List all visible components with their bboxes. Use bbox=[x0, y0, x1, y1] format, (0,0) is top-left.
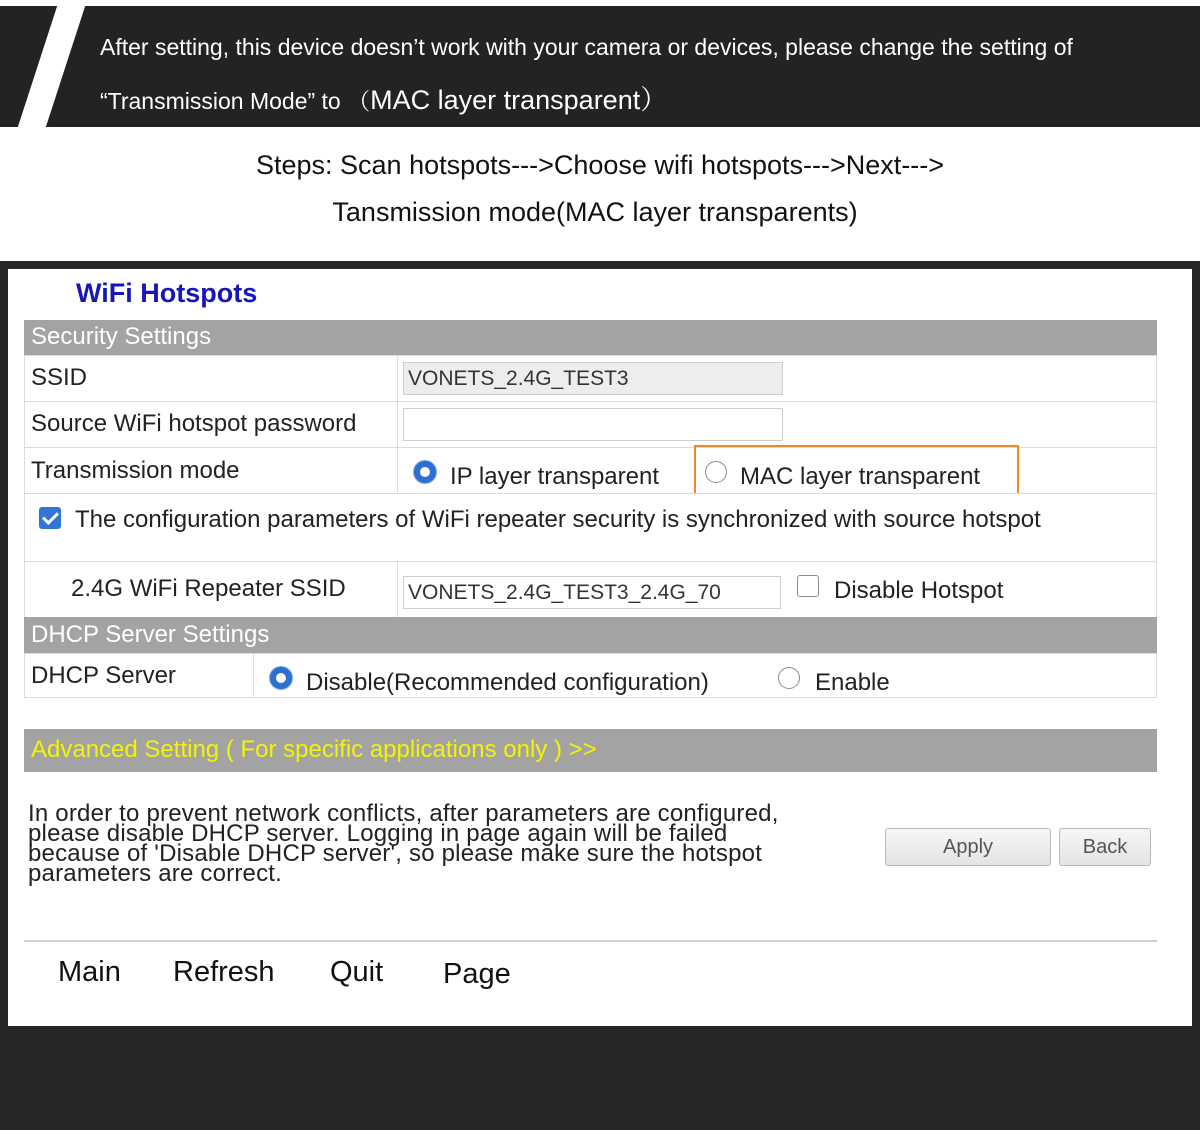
ip-layer-label[interactable]: IP layer transparent bbox=[450, 463, 660, 490]
steps-line2: Tansmission mode(MAC layer transparents) bbox=[332, 197, 858, 227]
ssid-label: SSID bbox=[31, 364, 88, 391]
instruction-banner bbox=[0, 0, 1200, 128]
apply-button[interactable]: Apply bbox=[885, 828, 1051, 866]
nav-main-link[interactable]: Main bbox=[58, 956, 121, 988]
dhcp-disable-radio[interactable] bbox=[270, 667, 292, 689]
sync-row bbox=[24, 493, 1157, 562]
back-button[interactable]: Back bbox=[1059, 828, 1151, 866]
mac-layer-radio[interactable] bbox=[705, 461, 727, 483]
password-label: Source WiFi hotspot password bbox=[31, 410, 357, 437]
disable-hotspot-checkbox[interactable] bbox=[797, 575, 819, 597]
transmission-mode-label: Transmission mode bbox=[31, 457, 240, 484]
dhcp-disable-label[interactable]: Disable(Recommended configuration) bbox=[306, 669, 709, 696]
repeater-ssid-row bbox=[24, 561, 1157, 618]
dhcp-settings-header: DHCP Server Settings bbox=[24, 617, 1157, 654]
banner-text-line1: After setting, this device doesn’t work with your camera or devices, please change the setting of bbox=[100, 34, 1073, 60]
ssid-row bbox=[24, 355, 1157, 402]
ssid-field[interactable]: VONETS_2.4G_TEST3 bbox=[403, 362, 783, 395]
page-title: WiFi Hotspots bbox=[76, 278, 258, 308]
dhcp-server-label: DHCP Server bbox=[31, 662, 176, 689]
sync-label: The configuration parameters of WiFi repeater security is synchronized with source hotspot bbox=[75, 506, 1041, 533]
repeater-ssid-label: 2.4G WiFi Repeater SSID bbox=[71, 575, 346, 602]
security-settings-header: Security Settings bbox=[24, 320, 1157, 356]
dhcp-enable-radio[interactable] bbox=[778, 667, 800, 689]
disable-hotspot-label[interactable]: Disable Hotspot bbox=[834, 577, 1004, 604]
ip-layer-radio[interactable] bbox=[414, 461, 436, 483]
advanced-setting-link[interactable]: Advanced Setting ( For specific applications only ) >> bbox=[24, 729, 1157, 772]
nav-quit-link[interactable]: Quit bbox=[330, 956, 384, 988]
steps-line1: Steps: Scan hotspots--->Choose wifi hotspots--->Next---> bbox=[255, 150, 945, 180]
dhcp-enable-label[interactable]: Enable bbox=[815, 669, 890, 696]
transmission-mode-row bbox=[24, 447, 1157, 494]
banner-mode-emphasis: MAC layer transparent） bbox=[370, 85, 668, 115]
banner-text-line2 bbox=[100, 78, 667, 117]
nav-refresh-link[interactable]: Refresh bbox=[173, 956, 275, 988]
footer-divider bbox=[24, 940, 1157, 942]
banner-mode-quote: “Transmission Mode” to （ bbox=[100, 88, 371, 114]
mac-layer-label[interactable]: MAC layer transparent bbox=[740, 463, 981, 490]
dhcp-warning-note: In order to prevent network conflicts, after parameters are configured, please disable DHCP server. Logging in page again will be failed because of 'Disable DHCP server', so please make sure the hotspot parameters are correct. bbox=[28, 800, 779, 887]
nav-page-link[interactable]: Page bbox=[443, 958, 511, 990]
dhcp-server-row bbox=[24, 653, 1157, 698]
password-row bbox=[24, 401, 1157, 448]
repeater-ssid-field[interactable]: VONETS_2.4G_TEST3_2.4G_70 bbox=[403, 576, 781, 609]
password-field[interactable] bbox=[403, 408, 783, 441]
